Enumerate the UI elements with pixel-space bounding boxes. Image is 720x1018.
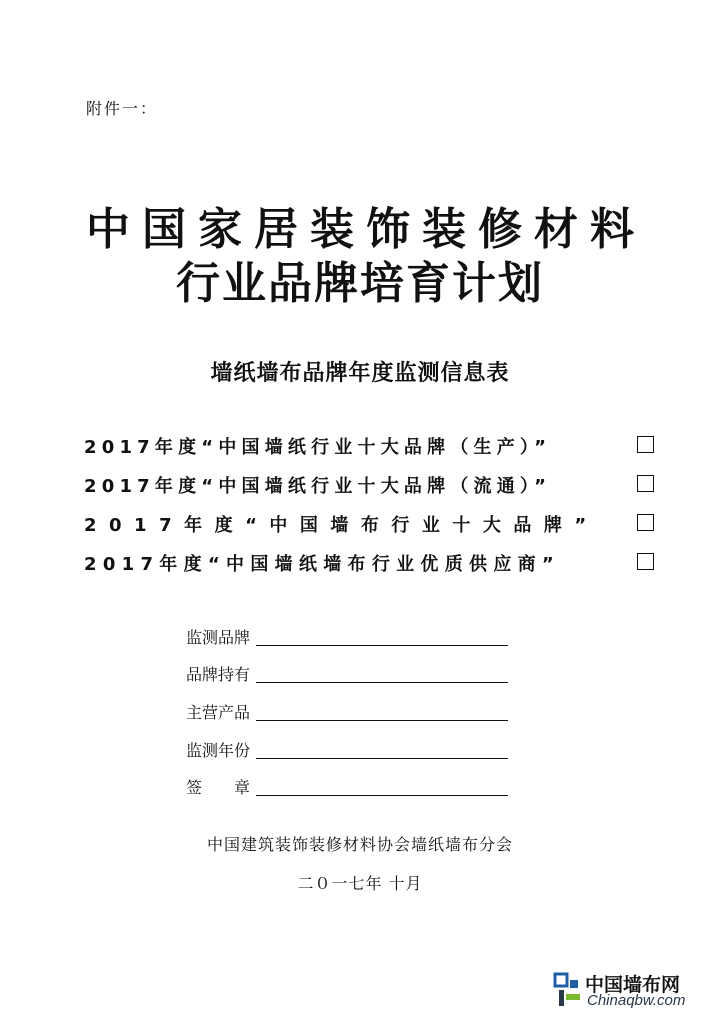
field-underline[interactable] <box>256 720 508 721</box>
category-label: 2017年度“中国墙纸墙布行业优质供应商” <box>84 554 561 575</box>
category-option[interactable] <box>84 550 654 576</box>
field-label: 监测年份 <box>186 741 251 760</box>
field-underline[interactable] <box>256 645 508 646</box>
field-label: 品牌持有 <box>186 665 251 684</box>
field-label: 签 章 <box>186 778 251 797</box>
field-label: 主营产品 <box>186 703 251 722</box>
category-label: 2017年度“中国墙纸行业十大品牌（流通）” <box>84 476 552 497</box>
category-option[interactable] <box>84 472 654 498</box>
watermark-site-url: Chinaqbw.com <box>587 992 686 1009</box>
field-underline[interactable] <box>256 682 508 683</box>
site-watermark <box>553 968 713 1014</box>
category-label: 2017年度“中国墙纸行业十大品牌（生产）” <box>84 437 552 458</box>
logo-mark-icon <box>553 972 583 1008</box>
issue-date: 二０一七年 十月 <box>297 874 423 893</box>
category-label: 2017年度“中国墙布行业十大品牌” <box>84 515 599 536</box>
field-label: 监测品牌 <box>186 628 251 647</box>
document-title-line-1: 中国家居装饰装修材料 <box>86 204 646 255</box>
category-checkbox[interactable] <box>637 475 654 492</box>
category-option[interactable] <box>84 511 654 537</box>
issuing-organization: 中国建筑装饰装修材料协会墙纸墙布分会 <box>206 835 513 854</box>
field-underline[interactable] <box>256 795 508 796</box>
watermark-site-name: 中国墙布网 <box>585 974 681 996</box>
attachment-label: 附件一： <box>86 99 159 118</box>
field-underline[interactable] <box>256 758 508 759</box>
document-title-line-2: 行业品牌培育计划 <box>176 258 544 309</box>
category-checkbox[interactable] <box>637 514 654 531</box>
category-checkbox[interactable] <box>637 553 654 570</box>
form-subtitle: 墙纸墙布品牌年度监测信息表 <box>210 361 510 386</box>
category-option[interactable] <box>84 433 654 459</box>
category-checkbox[interactable] <box>637 436 654 453</box>
